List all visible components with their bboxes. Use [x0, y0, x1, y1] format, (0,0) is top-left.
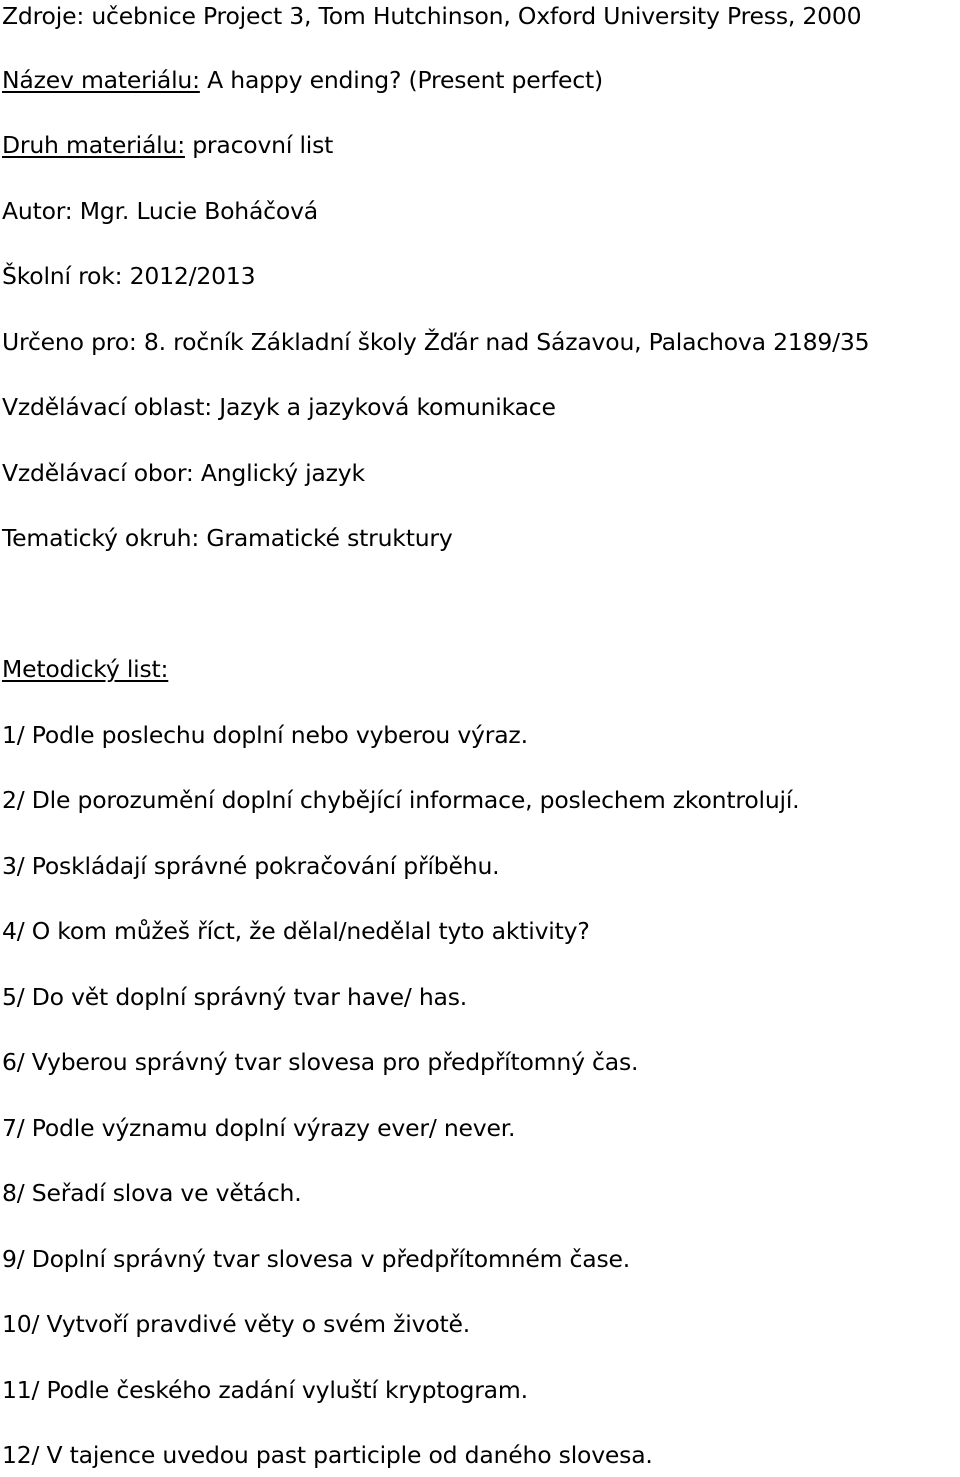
type-label: Druh materiálu: [2, 131, 185, 159]
title-label: Název materiálu: [2, 66, 200, 94]
topic-value: Gramatické struktury [199, 524, 453, 552]
area-line [2, 391, 556, 423]
source-line [2, 0, 861, 32]
intended-for-line [2, 326, 869, 358]
method-item-4: 4/ O kom můžeš říct, že dělal/nedělal tyto aktivity? [2, 917, 590, 945]
school-year-label: Školní rok: [2, 262, 123, 290]
method-heading: Metodický list: [2, 655, 169, 683]
area-label: Vzdělávací oblast: [2, 393, 212, 421]
topic-label: Tematický okruh: [2, 524, 200, 552]
title-line [2, 64, 603, 96]
school-year-value: 2012/2013 [122, 262, 256, 290]
type-value: pracovní list [184, 131, 334, 159]
method-item-3: 3/ Poskládají správné pokračování příběhu. [2, 852, 500, 880]
source-value: učebnice Project 3, Tom Hutchinson, Oxford University Press, 2000 [84, 2, 862, 30]
method-item-6: 6/ Vyberou správný tvar slovesa pro předpřítomný čas. [2, 1048, 639, 1076]
method-item-9: 9/ Doplní správný tvar slovesa v předpřítomném čase. [2, 1245, 631, 1273]
intended-for-value: 8. ročník Základní školy Žďár nad Sázavou, Palachova 2189/35 [136, 328, 870, 356]
method-item-10: 10/ Vytvoří pravdivé věty o svém životě. [2, 1310, 471, 1338]
field-line [2, 457, 365, 489]
source-label: Zdroje: [2, 2, 85, 30]
method-item-11: 11/ Podle českého zadání vyluští kryptogram. [2, 1376, 528, 1404]
method-item-5: 5/ Do vět doplní správný tvar have/ has. [2, 983, 468, 1011]
topic-line [2, 522, 453, 554]
author-line [2, 195, 318, 227]
author-label: Autor: [2, 197, 73, 225]
method-item-2: 2/ Dle porozumění doplní chybějící informace, poslechem zkontrolují. [2, 786, 800, 814]
field-value: Anglický jazyk [193, 459, 365, 487]
field-label: Vzdělávací obor: [2, 459, 194, 487]
school-year-line [2, 260, 255, 292]
method-item-1: 1/ Podle poslechu doplní nebo vyberou výraz. [2, 721, 528, 749]
type-line [2, 129, 333, 161]
intended-for-label: Určeno pro: [2, 328, 137, 356]
method-item-7: 7/ Podle významu doplní výrazy ever/ never. [2, 1114, 516, 1142]
area-value: Jazyk a jazyková komunikace [211, 393, 556, 421]
title-value: A happy ending? (Present perfect) [199, 66, 604, 94]
method-item-12: 12/ V tajence uvedou past participle od daného slovesa. [2, 1441, 653, 1469]
method-item-8: 8/ Seřadí slova ve větách. [2, 1179, 302, 1207]
author-value: Mgr. Lucie Boháčová [72, 197, 318, 225]
